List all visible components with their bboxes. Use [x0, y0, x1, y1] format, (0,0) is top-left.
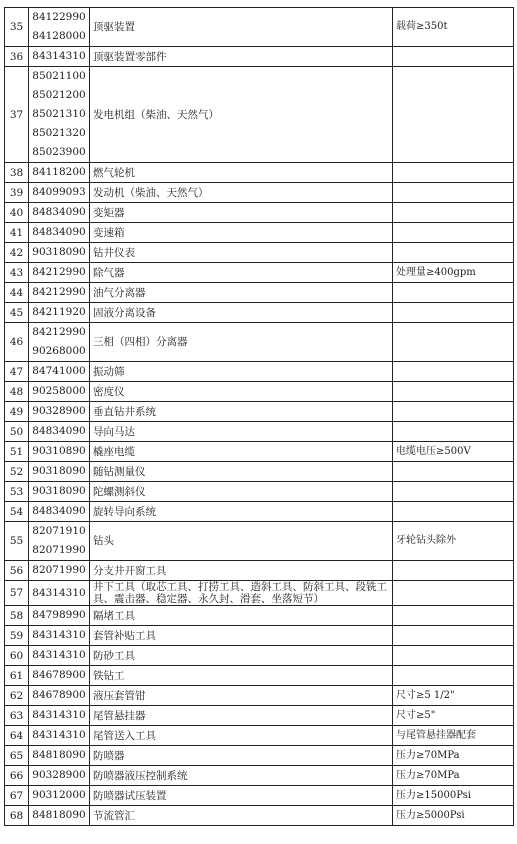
row-number: 41	[5, 223, 29, 243]
hs-code: 84678900	[32, 669, 86, 681]
table-row	[5, 243, 514, 263]
equipment-name: 油气分离器	[90, 283, 393, 303]
table-row	[5, 462, 514, 482]
equipment-note	[393, 183, 514, 203]
row-number: 68	[5, 806, 29, 826]
hs-code-cell	[29, 502, 90, 522]
equipment-table	[4, 7, 514, 826]
equipment-name: 顶驱装置	[90, 8, 393, 47]
equipment-name: 变速箱	[90, 223, 393, 243]
equipment-name: 变矩器	[90, 203, 393, 223]
equipment-name: 井下工具（取芯工具、打捞工具、造斜工具、防斜工具、段铣工具、震击器、稳定器、永久封、滑套、坐落短节）	[90, 581, 393, 606]
equipment-note: 尺寸≥5 1/2"	[393, 686, 514, 706]
table-row	[5, 666, 514, 686]
table-row	[5, 686, 514, 706]
table-row	[5, 67, 514, 163]
equipment-name: 除气器	[90, 263, 393, 283]
equipment-name: 防喷器	[90, 746, 393, 766]
hs-code-cell	[29, 203, 90, 223]
table-row	[5, 47, 514, 67]
row-number: 37	[5, 67, 29, 163]
row-number: 62	[5, 686, 29, 706]
equipment-name: 振动筛	[90, 362, 393, 382]
equipment-note	[393, 626, 514, 646]
hs-code-cell	[29, 442, 90, 462]
hs-code-cell	[29, 8, 90, 47]
equipment-note	[393, 203, 514, 223]
table-row	[5, 203, 514, 223]
hs-code-cell	[29, 183, 90, 203]
row-number: 46	[5, 323, 29, 362]
document-page	[4, 7, 513, 826]
hs-code: 84212990	[32, 266, 86, 278]
equipment-note: 尺寸≥5"	[393, 706, 514, 726]
hs-code-cell	[29, 67, 90, 163]
equipment-name: 发动机（柴油、天然气）	[90, 183, 393, 203]
table-row	[5, 561, 514, 581]
hs-code: 90258000	[32, 385, 86, 397]
hs-code: 85021310	[32, 108, 86, 120]
hs-code-cell	[29, 581, 90, 606]
equipment-note	[393, 462, 514, 482]
hs-code-cell	[29, 243, 90, 263]
hs-code: 82071990	[32, 564, 86, 576]
table-row	[5, 581, 514, 606]
hs-code: 84314310	[32, 729, 86, 741]
hs-code: 90318090	[32, 246, 86, 258]
hs-code-cell	[29, 606, 90, 626]
equipment-note	[393, 561, 514, 581]
hs-code-cell	[29, 362, 90, 382]
row-number: 43	[5, 263, 29, 283]
equipment-note: 压力≥5000Psi	[393, 806, 514, 826]
hs-code: 85023900	[32, 146, 86, 158]
table-row	[5, 706, 514, 726]
table-row	[5, 402, 514, 422]
row-number: 61	[5, 666, 29, 686]
equipment-name: 套管补贴工具	[90, 626, 393, 646]
hs-code-cell	[29, 706, 90, 726]
equipment-note	[393, 243, 514, 263]
row-number: 54	[5, 502, 29, 522]
hs-code: 84834090	[32, 226, 86, 238]
row-number: 59	[5, 626, 29, 646]
hs-code: 84741000	[32, 365, 86, 377]
table-row	[5, 746, 514, 766]
equipment-note	[393, 283, 514, 303]
equipment-name: 尾管送入工具	[90, 726, 393, 746]
equipment-name: 铁钻工	[90, 666, 393, 686]
hs-code-cell	[29, 382, 90, 402]
row-number: 52	[5, 462, 29, 482]
hs-code-cell	[29, 746, 90, 766]
hs-code: 84314310	[32, 709, 86, 721]
equipment-note	[393, 67, 514, 163]
equipment-name: 旋转导向系统	[90, 502, 393, 522]
equipment-name: 防喷器试压装置	[90, 786, 393, 806]
table-row	[5, 766, 514, 786]
hs-code: 84834090	[32, 425, 86, 437]
table-row	[5, 806, 514, 826]
hs-code: 82071910	[32, 525, 86, 537]
hs-code-cell	[29, 422, 90, 442]
hs-code: 84834090	[32, 505, 86, 517]
hs-code-cell	[29, 462, 90, 482]
hs-code: 90268000	[32, 345, 86, 357]
table-row	[5, 422, 514, 442]
row-number: 60	[5, 646, 29, 666]
hs-code: 84212990	[32, 286, 86, 298]
equipment-name: 钻井仪表	[90, 243, 393, 263]
hs-code-cell	[29, 646, 90, 666]
row-number: 36	[5, 47, 29, 67]
equipment-note	[393, 422, 514, 442]
equipment-name: 节流管汇	[90, 806, 393, 826]
equipment-note: 与尾管悬挂器配套	[393, 726, 514, 746]
equipment-note	[393, 382, 514, 402]
hs-code-cell	[29, 263, 90, 283]
row-number: 44	[5, 283, 29, 303]
equipment-note	[393, 606, 514, 626]
table-row	[5, 8, 514, 47]
equipment-name: 防喷器液压控制系统	[90, 766, 393, 786]
table-row	[5, 502, 514, 522]
hs-code-cell	[29, 666, 90, 686]
equipment-name: 燃气轮机	[90, 163, 393, 183]
equipment-note: 压力≥15000Psi	[393, 786, 514, 806]
table-row	[5, 626, 514, 646]
hs-code: 84798990	[32, 609, 86, 621]
hs-code: 90312000	[32, 789, 86, 801]
equipment-name: 液压套管钳	[90, 686, 393, 706]
hs-code-cell	[29, 626, 90, 646]
row-number: 51	[5, 442, 29, 462]
equipment-name: 随钻测量仪	[90, 462, 393, 482]
hs-code: 84099093	[32, 186, 86, 198]
table-row	[5, 223, 514, 243]
table-row	[5, 786, 514, 806]
hs-code-cell	[29, 482, 90, 502]
equipment-note: 处理量≥400gpm	[393, 263, 514, 283]
row-number: 38	[5, 163, 29, 183]
equipment-note	[393, 223, 514, 243]
hs-code: 90328900	[32, 405, 86, 417]
row-number: 47	[5, 362, 29, 382]
table-row	[5, 522, 514, 561]
table-row	[5, 283, 514, 303]
hs-code: 90318090	[32, 485, 86, 497]
row-number: 48	[5, 382, 29, 402]
equipment-note	[393, 402, 514, 422]
hs-code: 90310890	[32, 445, 86, 457]
equipment-note	[393, 581, 514, 606]
table-row	[5, 646, 514, 666]
hs-code: 85021200	[32, 89, 86, 101]
hs-code-cell	[29, 686, 90, 706]
row-number: 42	[5, 243, 29, 263]
row-number: 58	[5, 606, 29, 626]
equipment-name: 橇座电缆	[90, 442, 393, 462]
hs-code-cell	[29, 283, 90, 303]
row-number: 67	[5, 786, 29, 806]
hs-code: 84314310	[32, 586, 86, 599]
equipment-name: 垂直钻井系统	[90, 402, 393, 422]
hs-code: 84118200	[32, 166, 86, 178]
equipment-table-body	[5, 8, 514, 826]
equipment-name: 钻头	[90, 522, 393, 561]
hs-code-cell	[29, 223, 90, 243]
equipment-note	[393, 323, 514, 362]
equipment-note	[393, 646, 514, 666]
table-row	[5, 183, 514, 203]
hs-code-cell	[29, 303, 90, 323]
table-row	[5, 442, 514, 462]
table-row	[5, 606, 514, 626]
hs-code: 85021100	[32, 70, 86, 82]
equipment-note: 牙轮钻头除外	[393, 522, 514, 561]
equipment-name: 密度仪	[90, 382, 393, 402]
hs-code-cell	[29, 561, 90, 581]
hs-code-cell	[29, 522, 90, 561]
hs-code: 82071990	[32, 544, 86, 556]
hs-code: 85021320	[32, 127, 86, 139]
row-number: 53	[5, 482, 29, 502]
equipment-note	[393, 482, 514, 502]
hs-code-cell	[29, 323, 90, 362]
table-row	[5, 726, 514, 746]
row-number: 35	[5, 8, 29, 47]
hs-code: 90328900	[32, 769, 86, 781]
hs-code: 84212990	[32, 326, 86, 338]
equipment-note	[393, 47, 514, 67]
equipment-name: 固液分离设备	[90, 303, 393, 323]
equipment-name: 陀螺测斜仪	[90, 482, 393, 502]
table-row	[5, 482, 514, 502]
table-row	[5, 382, 514, 402]
equipment-name: 导向马达	[90, 422, 393, 442]
equipment-name: 防砂工具	[90, 646, 393, 666]
hs-code: 84818090	[32, 749, 86, 761]
table-row	[5, 163, 514, 183]
hs-code: 84211920	[32, 306, 86, 318]
hs-code: 84122990	[32, 11, 86, 23]
equipment-note	[393, 502, 514, 522]
hs-code: 84678900	[32, 689, 86, 701]
equipment-note	[393, 666, 514, 686]
row-number: 45	[5, 303, 29, 323]
hs-code-cell	[29, 766, 90, 786]
hs-code: 90318090	[32, 465, 86, 477]
equipment-note	[393, 303, 514, 323]
table-row	[5, 323, 514, 362]
equipment-name: 隔堵工具	[90, 606, 393, 626]
equipment-name: 顶驱装置零部件	[90, 47, 393, 67]
row-number: 65	[5, 746, 29, 766]
hs-code: 84128000	[32, 30, 86, 42]
row-number: 39	[5, 183, 29, 203]
hs-code-cell	[29, 786, 90, 806]
hs-code-cell	[29, 402, 90, 422]
row-number: 56	[5, 561, 29, 581]
row-number: 49	[5, 402, 29, 422]
table-row	[5, 263, 514, 283]
equipment-note	[393, 163, 514, 183]
table-row	[5, 303, 514, 323]
row-number: 66	[5, 766, 29, 786]
row-number: 63	[5, 706, 29, 726]
hs-code-cell	[29, 47, 90, 67]
row-number: 50	[5, 422, 29, 442]
equipment-name: 分支井开窗工具	[90, 561, 393, 581]
table-row	[5, 362, 514, 382]
equipment-note: 电缆电压≥500V	[393, 442, 514, 462]
row-number: 64	[5, 726, 29, 746]
equipment-note: 载荷≥350t	[393, 8, 514, 47]
hs-code-cell	[29, 163, 90, 183]
hs-code: 84818090	[32, 809, 86, 821]
equipment-name: 发电机组（柴油、天然气）	[90, 67, 393, 163]
equipment-note	[393, 362, 514, 382]
equipment-name: 三相（四相）分离器	[90, 323, 393, 362]
row-number: 55	[5, 522, 29, 561]
hs-code-cell	[29, 806, 90, 826]
hs-code: 84314310	[32, 629, 86, 641]
row-number: 57	[5, 581, 29, 606]
equipment-note: 压力≥70MPa	[393, 766, 514, 786]
hs-code: 84314310	[32, 50, 86, 62]
equipment-name: 尾管悬挂器	[90, 706, 393, 726]
hs-code: 84314310	[32, 649, 86, 661]
row-number: 40	[5, 203, 29, 223]
hs-code: 84834090	[32, 206, 86, 218]
hs-code-cell	[29, 726, 90, 746]
equipment-note: 压力≥70MPa	[393, 746, 514, 766]
